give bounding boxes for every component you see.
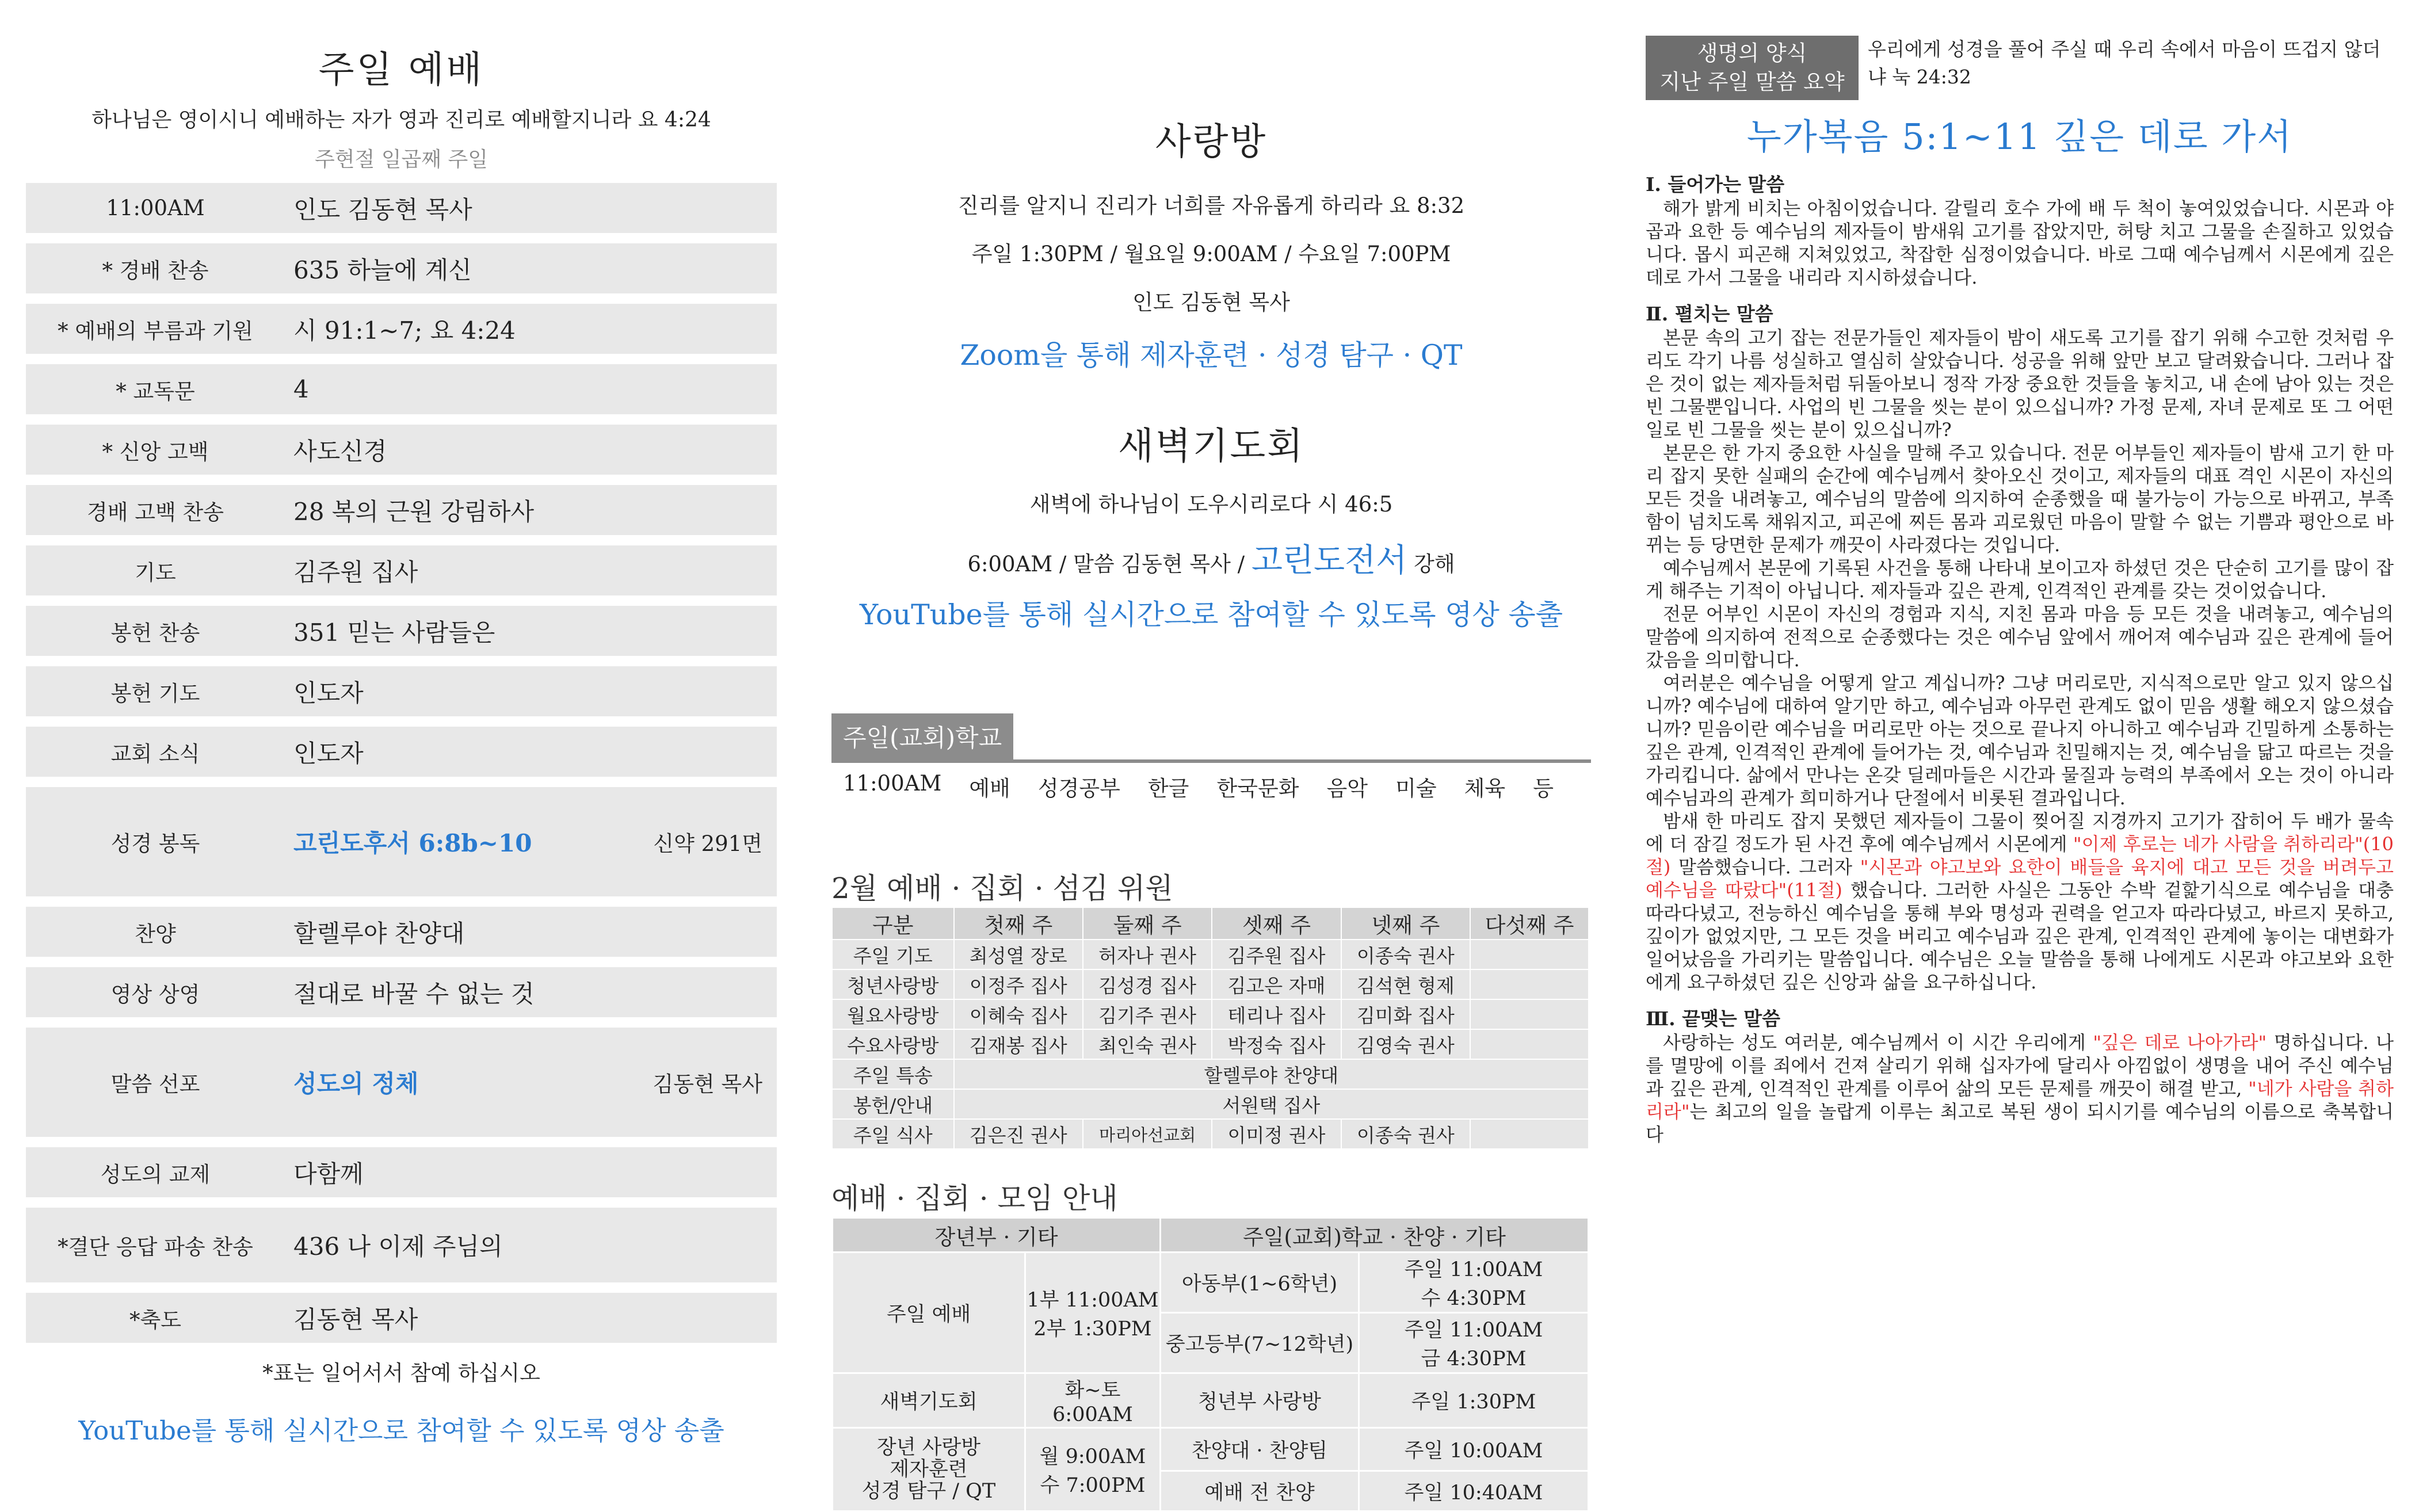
table-row [832, 1059, 1589, 1089]
dawn-prayer-verse: 새벽에 하나님이 도우시리로다 시 46:5 [1029, 492, 1393, 517]
table-cell: 김성경 집사 [1083, 969, 1212, 999]
order-label: 경배 고백 찬송 [87, 499, 224, 525]
table-row [832, 940, 1589, 969]
school-item: 성경공부 [1037, 776, 1120, 801]
order-row [26, 183, 777, 233]
order-label: * 경배 찬송 [102, 258, 209, 283]
table-cell: 월요사랑방 [832, 999, 954, 1029]
time-line: 주일 11:00AM [1404, 1319, 1543, 1342]
order-value: 할렐루야 찬양대 [293, 919, 465, 948]
table-cell: 최성열 장로 [954, 940, 1083, 969]
worship-subtitle: 주현절 일곱째 주일 [314, 148, 489, 171]
dawn-youtube-notice: YouTube를 통해 실시간으로 참여할 수 있도록 영상 송출 [859, 598, 1563, 631]
table-cell [1470, 1029, 1589, 1059]
order-label: * 예배의 부름과 기원 [58, 318, 253, 343]
duty-table [831, 907, 1589, 1150]
table-row [832, 1029, 1589, 1059]
preacher: 김동현 목사 [653, 1072, 762, 1097]
order-label: * 신앙 고백 [102, 439, 209, 464]
order-row [26, 1208, 777, 1282]
study-label: 제자훈련 [890, 1458, 968, 1481]
table-cell: 주일 예배 [833, 1253, 1025, 1373]
school-item: 체육 [1464, 776, 1506, 801]
table-cell [1470, 969, 1589, 999]
school-item: 예배 [969, 776, 1010, 801]
table-row [833, 1373, 1589, 1428]
guide-title: 예배 · 집회 · 모임 안내 [831, 1182, 1118, 1215]
table-cell: 박정숙 집사 [1212, 1029, 1341, 1059]
order-row [26, 787, 777, 896]
dawn-prayer-suffix: 강해 [1414, 552, 1455, 576]
table-cell: 주일 기도 [832, 940, 954, 969]
order-label: *축도 [129, 1307, 181, 1332]
order-value: 절대로 바꿀 수 없는 것 [293, 979, 535, 1008]
school-item: 11:00AM [843, 771, 942, 796]
table-cell: 주일 1:30PM [1359, 1373, 1589, 1428]
table-cell [1470, 999, 1589, 1029]
order-label: 말씀 선포 [110, 1072, 200, 1097]
time-line: 수 4:30PM [1421, 1287, 1527, 1310]
school-item: 미술 [1395, 776, 1437, 801]
sarangbang-leader: 인도 김동현 목사 [1132, 290, 1290, 315]
table-cell: 이미정 권사 [1212, 1119, 1341, 1149]
standing-note: *표는 일어서서 참예 하십시오 [262, 1361, 540, 1385]
sunday-school-items [831, 759, 1591, 802]
order-value: 다함께 [293, 1159, 364, 1188]
paragraph: 예수님께서 본문에 기록된 사건을 통해 나타내 보이고자 하셨던 것은 단순히 고기를 많이 잡게 해주는 기적이 아닙니다. 제자들과 깊은 관계, 인격적인 관계를 갖는 것이었습니다. [1646, 557, 2394, 602]
table-cell: 김재봉 집사 [954, 1029, 1083, 1059]
table-header: 넷째 주 [1341, 907, 1470, 940]
order-row [26, 727, 777, 777]
table-header: 구분 [832, 907, 954, 940]
summary-label-sub: 지난 주일 말씀 요약 [1659, 70, 1845, 94]
summary-label-main: 생명의 양식 [1697, 41, 1807, 66]
summary-label [1646, 36, 1859, 100]
table-cell: 주일 10:40AM [1359, 1471, 1589, 1511]
sermon-summary-column [1646, 0, 2394, 1467]
table-cell [1359, 1253, 1589, 1313]
table-cell: 허자나 권사 [1083, 940, 1212, 969]
worship-verse: 하나님은 영이시니 예배하는 자가 영과 진리로 예배할지니라 요 4:24 [91, 108, 711, 132]
worship-title: 주일 예배 [318, 49, 484, 91]
paragraph [1646, 810, 2394, 994]
summary-header [1646, 36, 2394, 100]
dawn-prayer-time: 6:00AM / 말씀 김동현 목사 / [967, 552, 1245, 576]
table-cell: 새벽기도회 [833, 1373, 1025, 1428]
study-label: 성경 탐구 / QT [861, 1480, 996, 1503]
table-cell: 이종숙 권사 [1341, 1119, 1470, 1149]
order-row [26, 425, 777, 475]
order-value: 인도자 [293, 739, 364, 768]
sunday-school-section [831, 713, 1591, 802]
order-label: * 교독문 [116, 379, 195, 404]
dawn-prayer-line [831, 535, 1591, 581]
scripture-reading: 고린도후서 6:8b~10 [293, 829, 532, 857]
order-row [26, 304, 777, 354]
youtube-notice: YouTube를 통해 실시간으로 참여할 수 있도록 영상 송출 [78, 1415, 724, 1446]
table-cell [833, 1428, 1025, 1511]
time-line: 월 9:00AM [1039, 1445, 1146, 1468]
text-run: 사랑하는 성도 여러분, 예수님께서 이 시간 우리에게 [1663, 1032, 2093, 1053]
table-header: 둘째 주 [1083, 907, 1212, 940]
table-row [832, 969, 1589, 999]
sunday-school-header: 주일(교회)학교 [831, 713, 1013, 759]
table-cell [1470, 940, 1589, 969]
order-value: 351 믿는 사람들은 [293, 618, 495, 647]
order-label: 교회 소식 [110, 741, 200, 766]
text-run: 밤새 한 마리도 잡지 못했던 제자들이 그물이 찢어질 지경까지 고기가 잡히어 두 배가 물속에 더 잠길 정도가 된 사건 후에 예수님께서 시몬에게 [1646, 810, 2394, 855]
table-header: 주일(교회)학교 · 찬양 · 기타 [1161, 1218, 1589, 1253]
table-cell: 중고등부(7~12학년) [1161, 1313, 1359, 1373]
order-row [26, 1147, 777, 1197]
order-label: 영상 상영 [110, 982, 200, 1007]
table-cell: 김미화 집사 [1341, 999, 1470, 1029]
order-row [26, 907, 777, 957]
study-label: 장년 사랑방 [876, 1436, 981, 1459]
paragraph: 본문 속의 고기 잡는 전문가들인 제자들이 밤이 새도록 고기를 잡기 위해 수고한 것처럼 우리도 각기 나름 성실하고 열심히 살았습니다. 성공을 위해 앞만 보고 달려왔습니다. 그러나 잡은 것이 없는 제자들처럼 뒤돌아보니 정작 가장 중요한 것들을 놓치고, 내 손에 남아 있는 것은 빈 그물뿐입니다. 사업의 빈 그물을 씻는 분이 있으십니까? 가정 문제, 자녀 문제로 또 그 어떤 일로 빈 그물을 씻는 분이 있으십니까? [1646, 327, 2394, 441]
order-label: *결단 응답 파송 찬송 [58, 1235, 253, 1259]
table-cell: 청년부 사랑방 [1161, 1373, 1359, 1428]
zoom-notice: Zoom을 통해 제자훈련 · 성경 탐구 · QT [960, 339, 1463, 372]
order-label: 봉헌 찬송 [110, 620, 200, 646]
order-row [26, 606, 777, 656]
table-cell [1025, 1253, 1161, 1373]
quote: "깊은 데로 나아가라" [2093, 1032, 2267, 1053]
events-column [831, 0, 1591, 1505]
text-run: 는 최고의 일을 놀랍게 이루는 최고로 복된 생이 되시기를 예수님의 이름으로 축복합니다 [1646, 1101, 2394, 1146]
time-line: 금 4:30PM [1421, 1347, 1527, 1370]
order-value: 김주원 집사 [293, 558, 418, 586]
order-row [26, 967, 777, 1017]
order-row [26, 1028, 777, 1137]
table-cell: 예배 전 찬양 [1161, 1471, 1359, 1511]
quote: "이제 후로는 네가 사람을 취하리라"(10절) [1646, 833, 2394, 878]
text-run: 했습니다. 그러한 사실은 그동안 수박 겉핥기식으로 예수님을 대충 따라다녔고, 전능하신 예수님을 통해 부와 명성과 권력을 얻고자 따라다녔고, 바르지 못하고, 깊이가 없었지만, 그 모든 것을 버리고 예수님과 깊은 관계, 인격적인 관계에 놓이는 대변화가 일어났음을 가리키는 말씀입니다. 예수님은 오늘 말씀을 통해 나에게도 시몬과 야고보와 요한에게 요구하셨던 깊은 신앙과 삶을 요구하십니다. [1646, 879, 2394, 993]
table-cell: 김영숙 권사 [1341, 1029, 1470, 1059]
table-header: 다섯째 주 [1470, 907, 1589, 940]
order-row [26, 545, 777, 595]
order-row [26, 364, 777, 414]
time-line: 주일 11:00AM [1404, 1258, 1543, 1281]
order-label: 찬양 [135, 921, 176, 946]
order-label: 봉헌 기도 [110, 681, 200, 706]
dawn-prayer-title: 새벽기도회 [1117, 425, 1305, 468]
time-line: 2부 1:30PM [1033, 1317, 1152, 1341]
table-cell: 김기주 권사 [1083, 999, 1212, 1029]
table-header-row [833, 1218, 1589, 1253]
table-row [832, 1089, 1589, 1119]
table-row [833, 1253, 1589, 1313]
table-header-row [832, 907, 1589, 940]
table-cell: 김고은 자매 [1212, 969, 1341, 999]
paragraph: 여러분은 예수님을 어떻게 알고 계십니까? 그냥 머리로만, 지식적으로만 알고 있지 않으십니까? 예수님에 대하여 알기만 하고, 예수님과 아무런 관계도 없이 믿음 생활 해오지 않으셨습니까? 믿음이란 예수님을 머리로만 아는 것으로 끝나지 아니하고 예수님과 긴밀하게 소통하는 깊은 관계, 인격적인 관계에 들어가는 것, 예수님과 친밀해지는 것, 예수님을 닮고 따르는 것을 가리킵니다. 삶에서 만나는 온갖 딜레마들은 시간과 물질과 능력의 부족에서 오는 것이 아니라 예수님과의 관계가 희미하거나 단절에서 비롯된 결과입니다. [1646, 672, 2394, 809]
order-row [26, 1293, 777, 1343]
duty-title: 2월 예배 · 집회 · 섬김 위원 [831, 872, 1173, 905]
table-cell [1025, 1428, 1161, 1511]
paragraph [1646, 1031, 2394, 1146]
table-cell: 김은진 권사 [954, 1119, 1083, 1149]
table-cell: 마리아선교회 [1083, 1119, 1212, 1149]
scripture-page: 신약 291면 [653, 831, 762, 856]
table-header: 장년부 · 기타 [833, 1218, 1161, 1253]
order-value: 김동현 목사 [293, 1305, 418, 1334]
order-label: 기도 [135, 560, 176, 585]
worship-order-column [26, 0, 777, 1467]
text-run: 말씀했습니다. 그러자 [1670, 856, 1860, 878]
order-value: 인도 김동현 목사 [293, 195, 472, 224]
table-cell [1359, 1313, 1589, 1373]
order-label: 11:00AM [106, 196, 205, 220]
paragraph: 본문은 한 가지 중요한 사실을 말해 주고 있습니다. 전문 어부들인 제자들이 밤새 고기 한 마리 잡지 못한 실패의 순간에 예수님께서 찾아오신 것이고, 제자들의 대표 격인 시몬이 자신의 모든 것을 내려놓고, 예수님의 말씀에 의지하여 순종했을 때 불가능이 가능으로 바뀌고, 부족함이 넘치도록 채워지고, 피곤에 찌든 몸과 괴로웠던 마음이 말할 수 없는 기쁨과 평안으로 바뀌는 등 당면한 문제가 깨끗이 사라졌다는 것입니다. [1646, 442, 2394, 556]
section-heading: Ⅰ. 들어가는 말씀 [1646, 173, 1785, 196]
guide-table [831, 1217, 1589, 1512]
quote: "네가 사람을 취하리라" [1646, 1078, 2394, 1122]
sarangbang-times: 주일 1:30PM / 월요일 9:00AM / 수요일 7:00PM [971, 242, 1451, 266]
table-cell: 주일 식사 [832, 1119, 954, 1149]
table-cell: 아동부(1~6학년) [1161, 1253, 1359, 1313]
sarangbang-title: 사랑방 [1155, 121, 1268, 163]
order-label: 성도의 교제 [100, 1162, 211, 1187]
table-cell: 봉헌/안내 [832, 1089, 954, 1119]
table-header: 셋째 주 [1212, 907, 1341, 940]
section-heading: Ⅱ. 펼치는 말씀 [1646, 303, 1773, 325]
order-value: 635 하늘에 계신 [293, 255, 472, 284]
time-line: 수 7:00PM [1040, 1474, 1146, 1497]
summary-title: 누가복음 5:1~11 깊은 데로 가서 [1746, 116, 2293, 158]
order-row [26, 243, 777, 293]
order-row [26, 485, 777, 535]
table-cell: 김주원 집사 [1212, 940, 1341, 969]
school-item: 음악 [1326, 776, 1368, 801]
table-cell: 최인숙 권사 [1083, 1029, 1212, 1059]
table-cell: 이혜숙 집사 [954, 999, 1083, 1029]
order-value: 인도자 [293, 678, 364, 707]
table-cell: 할렐루야 찬양대 [954, 1059, 1589, 1089]
table-cell: 수요사랑방 [832, 1029, 954, 1059]
table-cell: 테리나 집사 [1212, 999, 1341, 1029]
table-row [833, 1428, 1589, 1471]
order-value: 4 [293, 375, 309, 403]
order-value: 436 나 이제 주님의 [293, 1232, 503, 1261]
table-cell [1470, 1119, 1589, 1149]
time-line: 1부 11:00AM [1027, 1288, 1159, 1312]
school-item: 한글 [1147, 776, 1189, 801]
table-cell: 주일 10:00AM [1359, 1428, 1589, 1471]
table-cell: 김석현 형제 [1341, 969, 1470, 999]
table-cell: 이정주 집사 [954, 969, 1083, 999]
quote: "시몬과 야고보와 요한이 배들을 육지에 대고 모든 것을 버려두고 예수님을 따랐다"(11절) [1646, 856, 2394, 901]
paragraph: 해가 밝게 비치는 아침이었습니다. 갈릴리 호수 가에 배 두 척이 놓여있었습니다. 시몬과 야곱과 요한 등 예수님의 제자들이 밤새워 고기를 잡았지만, 허탕 치고 그물을 손질하고 있었습니다. 몹시 피곤해 지쳐있었고, 착잡한 심정이었습니다. 바로 그때 예수님께서 시몬에게 깊은 데로 가서 그물을 내리라 지시하셨습니다. [1646, 197, 2394, 288]
section-heading: Ⅲ. 끝맺는 말씀 [1646, 1007, 1781, 1030]
school-item: 등 [1533, 776, 1554, 801]
paragraph: 전문 어부인 시몬이 자신의 경험과 지식, 지친 몸과 마음 등 모든 것을 내려놓고, 예수님의 말씀에 의지하여 전적으로 순종했다는 것은 예수님 앞에서 깨어져 예수님과 깊은 관계에 들어갔음을 의미합니다. [1646, 603, 2394, 671]
table-cell: 서원택 집사 [954, 1089, 1589, 1119]
school-item: 한국문화 [1216, 776, 1299, 801]
table-cell: 이종숙 권사 [1341, 940, 1470, 969]
summary-verse: 우리에게 성경을 풀어 주실 때 우리 속에서 마음이 뜨겁지 않더냐 눅 24:32 [1868, 38, 2381, 88]
dawn-prayer-book: 고린도전서 [1251, 542, 1407, 579]
order-value: 사도신경 [293, 437, 387, 465]
table-cell: 화~토 6:00AM [1025, 1373, 1161, 1428]
table-cell: 청년사랑방 [832, 969, 954, 999]
table-cell: 찬양대 · 찬양팀 [1161, 1428, 1359, 1471]
order-value: 시 91:1~7; 요 4:24 [293, 316, 516, 345]
table-row [832, 1119, 1589, 1149]
table-row [832, 999, 1589, 1029]
order-label: 성경 봉독 [110, 831, 200, 856]
sermon-title: 성도의 정체 [293, 1070, 419, 1098]
text-run: 명하십니다. 나를 멸망에 이를 죄에서 건져 살리기 위해 십자가에 달리사 아낌없이 생명을 내어 주신 예수님과 깊은 관계, 인격적인 관계를 이루어 삶의 모든 문제를 깨끗이 해결 받고, [1646, 1032, 2394, 1099]
table-cell: 주일 특송 [832, 1059, 954, 1089]
table-header: 첫째 주 [954, 907, 1083, 940]
order-value: 28 복의 근원 강림하사 [293, 497, 535, 526]
sarangbang-verse: 진리를 알지니 진리가 너희를 자유롭게 하리라 요 8:32 [957, 193, 1465, 218]
order-row [26, 666, 777, 716]
